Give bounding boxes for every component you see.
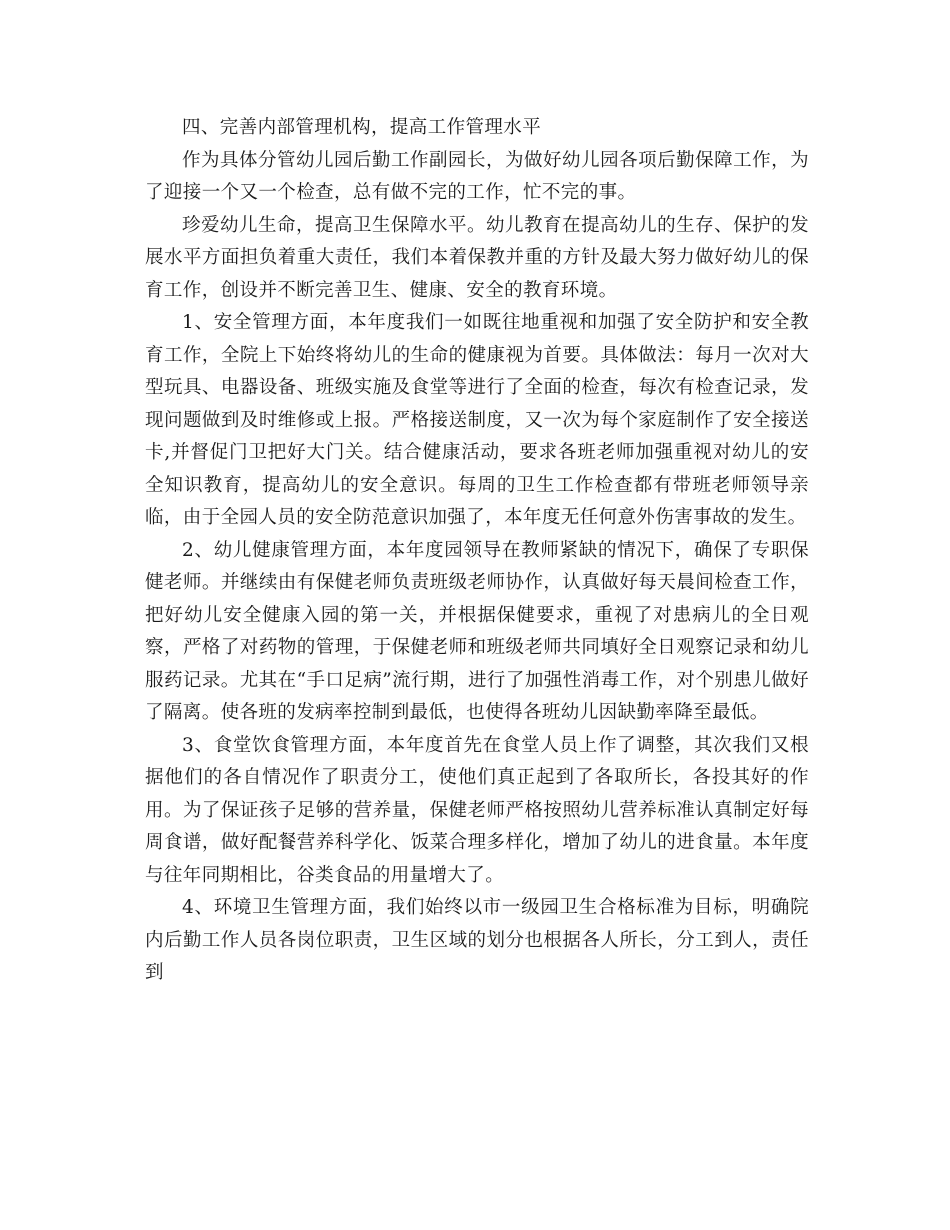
paragraph-safety-management: 1、安全管理方面，本年度我们一如既往地重视和加强了安全防护和安全教育工作，全院上下始终将幼儿的生命的健康视为首要。具体做法：每月一次对大型玩具、电器设备、班级实施及食堂等进行了全面的检查，每次有检查记录，发现问题做到及时维修或上报。严格接送制度，又一次为每个家庭制作了安全接送卡,并督促门卫把好大门关。结合健康活动，要求各班老师加强重视对幼儿的安全知识教育，提高幼儿的安全意识。每周的卫生工作检查都有带班老师领导亲临，由于全园人员的安全防范意识加强了，本年度无任何意外伤害事故的发生。 <box>145 312 809 528</box>
paragraph-intro: 作为具体分管幼儿园后勤工作副园长，为做好幼儿园各项后勤保障工作，为了迎接一个又一个检查，总有做不完的工作，忙不完的事。 <box>145 149 809 203</box>
section-heading: 四、完善内部管理机构，提高工作管理水平 <box>182 117 542 138</box>
paragraph-environment-hygiene: 4、环境卫生管理方面，我们始终以市一级园卫生合格标准为目标，明确院内后勤工作人员各岗位职责，卫生区域的划分也根据各人所长，分工到人，责任到 <box>145 897 809 983</box>
paragraph-health-protection: 珍爱幼儿生命，提高卫生保障水平。幼儿教育在提高幼儿的生存、保护的发展水平方面担负着重大责任，我们本着保教并重的方针及最大努力做好幼儿的保育工作，创设并不断完善卫生、健康、安全的教育环境。 <box>145 214 809 301</box>
document-body <box>145 112 809 990</box>
paragraph-canteen-management: 3、食堂饮食管理方面，本年度首先在食堂人员上作了调整，其次我们又根据他们的各自情况作了职责分工，使他们真正起到了各取所长，各投其好的作用。为了保证孩子足够的营养量，保健老师严格按照幼儿营养标准认真制定好每周食谱，做好配餐营养科学化、饭菜合理多样化，增加了幼儿的进食量。本年度与往年同期相比，谷类食品的用量增大了。 <box>145 734 809 886</box>
paragraph-child-health-management: 2、幼儿健康管理方面，本年度园领导在教师紧缺的情况下，确保了专职保健老师。并继续由有保健老师负责班级老师协作，认真做好每天晨间检查工作，把好幼儿安全健康入园的第一关，并根据保健要求，重视了对患病儿的全日观察，严格了对药物的管理，于保健老师和班级老师共同填好全日观察记录和幼儿服药记录。尤其在“手口足病”流行期，进行了加强性消毒工作，对个别患儿做好了隔离。使各班的发病率控制到最低，也使得各班幼儿因缺勤率降至最低。 <box>145 539 809 723</box>
